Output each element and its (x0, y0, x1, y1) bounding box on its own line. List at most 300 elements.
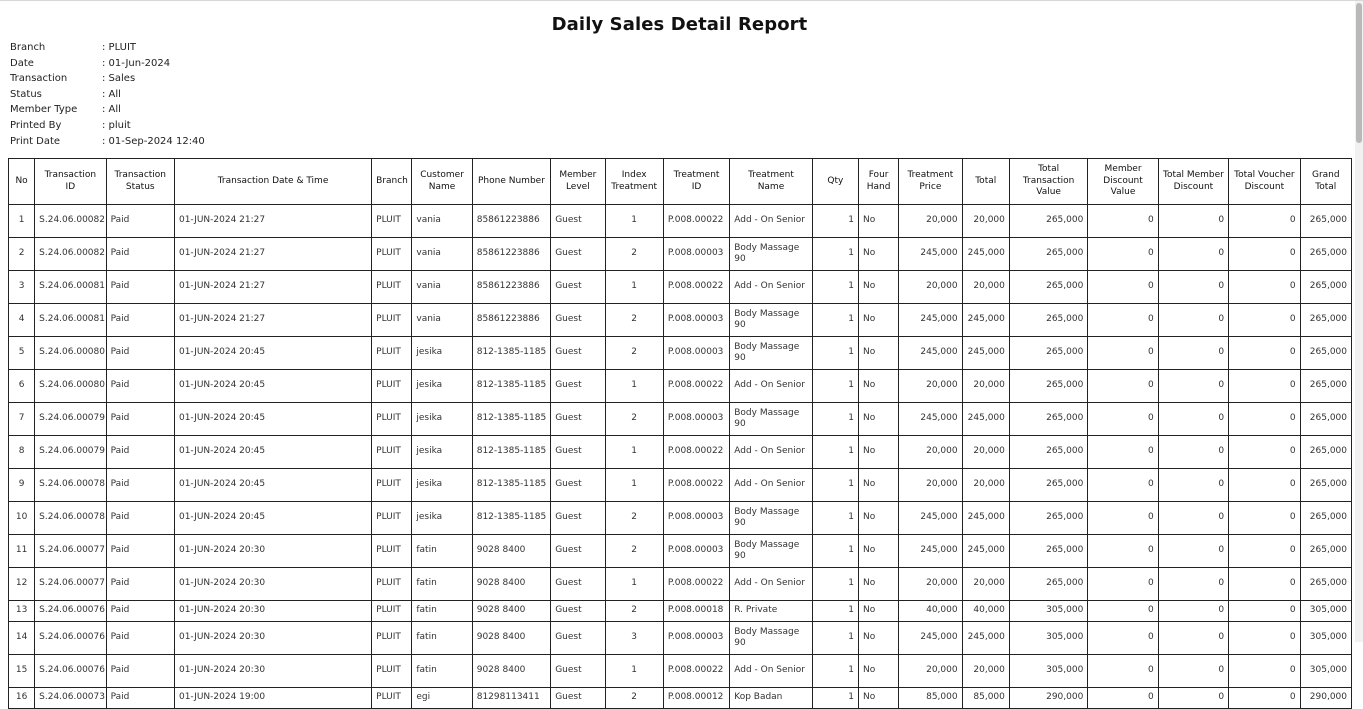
col-transaction-datetime-cell: 01-JUN-2024 20:45 (174, 370, 371, 403)
col-total-voucher-discount-cell: 0 (1229, 655, 1300, 688)
col-transaction-id-cell: S.24.06.00080 (35, 337, 106, 370)
col-transaction-datetime-cell: 01-JUN-2024 21:27 (174, 271, 371, 304)
col-member-discount-value-cell: 0 (1088, 304, 1158, 337)
header-total-transaction-value: Total Transaction Value (1009, 159, 1087, 205)
col-treatment-price-cell: 245,000 (899, 535, 962, 568)
header-transaction-status: Transaction Status (106, 159, 174, 205)
col-treatment-price-cell: 245,000 (899, 502, 962, 535)
col-member-level-cell: Guest (551, 205, 605, 238)
col-customer-name-cell: jesika (412, 436, 472, 469)
table-row (9, 271, 1352, 304)
col-total-cell: 245,000 (962, 304, 1009, 337)
col-branch-cell: PLUIT (372, 655, 412, 688)
col-treatment-name-cell: Add - On Senior (730, 436, 812, 469)
col-branch-cell: PLUIT (372, 502, 412, 535)
col-treatment-id-cell: P.008.00022 (663, 271, 729, 304)
col-total-transaction-value-cell: 265,000 (1009, 436, 1087, 469)
col-four-hand-cell: No (858, 238, 898, 271)
col-branch-cell: PLUIT (372, 601, 412, 622)
col-total-transaction-value-cell: 305,000 (1009, 655, 1087, 688)
col-grand-total-cell: 265,000 (1300, 370, 1351, 403)
table-row (9, 502, 1352, 535)
col-member-discount-value-cell: 0 (1088, 535, 1158, 568)
col-grand-total-cell: 265,000 (1300, 304, 1351, 337)
col-transaction-id-cell: S.24.06.00076 (35, 622, 106, 655)
col-qty-cell: 1 (812, 601, 858, 622)
col-grand-total-cell: 305,000 (1300, 622, 1351, 655)
col-treatment-name-cell: Body Massage 90 (730, 304, 812, 337)
col-no-cell: 2 (9, 238, 35, 271)
col-qty-cell: 1 (812, 238, 858, 271)
col-no-cell: 13 (9, 601, 35, 622)
col-four-hand-cell: No (858, 469, 898, 502)
scrollbar-thumb[interactable] (1356, 3, 1362, 143)
col-total-transaction-value-cell: 265,000 (1009, 469, 1087, 502)
col-grand-total-cell: 265,000 (1300, 568, 1351, 601)
col-member-discount-value-cell: 0 (1088, 238, 1158, 271)
col-four-hand-cell: No (858, 601, 898, 622)
col-treatment-name-cell: Add - On Senior (730, 568, 812, 601)
col-qty-cell: 1 (812, 535, 858, 568)
sales-detail-table (8, 158, 1352, 709)
col-transaction-id-cell: S.24.06.00082 (35, 238, 106, 271)
col-four-hand-cell: No (858, 502, 898, 535)
col-total-voucher-discount-cell: 0 (1229, 622, 1300, 655)
col-total-cell: 20,000 (962, 469, 1009, 502)
col-member-level-cell: Guest (551, 436, 605, 469)
col-qty-cell: 1 (812, 304, 858, 337)
header-customer-name: Customer Name (412, 159, 472, 205)
col-transaction-datetime-cell: 01-JUN-2024 20:45 (174, 502, 371, 535)
col-branch-cell: PLUIT (372, 622, 412, 655)
col-total-member-discount-cell: 0 (1158, 271, 1228, 304)
col-total-cell: 85,000 (962, 688, 1009, 709)
col-total-cell: 20,000 (962, 370, 1009, 403)
table-row (9, 688, 1352, 709)
col-treatment-name-cell: Body Massage 90 (730, 502, 812, 535)
col-total-transaction-value-cell: 265,000 (1009, 370, 1087, 403)
col-total-voucher-discount-cell: 0 (1229, 337, 1300, 370)
table-row (9, 337, 1352, 370)
header-treatment-price: Treatment Price (899, 159, 962, 205)
header-member-discount-value: Member Discount Value (1088, 159, 1158, 205)
col-total-transaction-value-cell: 265,000 (1009, 205, 1087, 238)
col-transaction-datetime-cell: 01-JUN-2024 21:27 (174, 304, 371, 337)
col-qty-cell: 1 (812, 568, 858, 601)
col-member-discount-value-cell: 0 (1088, 403, 1158, 436)
col-treatment-id-cell: P.008.00003 (663, 502, 729, 535)
col-transaction-id-cell: S.24.06.00078 (35, 502, 106, 535)
col-phone-number-cell: 812-1385-1185 (472, 403, 550, 436)
col-transaction-status-cell: Paid (106, 403, 174, 436)
header-phone-number: Phone Number (472, 159, 550, 205)
report-title: Daily Sales Detail Report (551, 14, 808, 35)
col-total-voucher-discount-cell: 0 (1229, 688, 1300, 709)
col-total-member-discount-cell: 0 (1158, 238, 1228, 271)
col-customer-name-cell: fatin (412, 601, 472, 622)
col-total-member-discount-cell: 0 (1158, 535, 1228, 568)
col-phone-number-cell: 9028 8400 (472, 535, 550, 568)
col-phone-number-cell: 812-1385-1185 (472, 436, 550, 469)
col-total-voucher-discount-cell: 0 (1229, 370, 1300, 403)
col-treatment-id-cell: P.008.00003 (663, 304, 729, 337)
col-customer-name-cell: fatin (412, 568, 472, 601)
col-index-treatment-cell: 1 (605, 469, 663, 502)
col-transaction-status-cell: Paid (106, 205, 174, 238)
col-no-cell: 15 (9, 655, 35, 688)
col-total-member-discount-cell: 0 (1158, 205, 1228, 238)
col-index-treatment-cell: 3 (605, 622, 663, 655)
col-total-transaction-value-cell: 265,000 (1009, 403, 1087, 436)
col-no-cell: 7 (9, 403, 35, 436)
col-treatment-name-cell: Body Massage 90 (730, 535, 812, 568)
col-member-level-cell: Guest (551, 622, 605, 655)
meta-value: : All (102, 104, 121, 116)
col-member-discount-value-cell: 0 (1088, 568, 1158, 601)
col-total-member-discount-cell: 0 (1158, 403, 1228, 436)
col-branch-cell: PLUIT (372, 469, 412, 502)
meta-row-date (10, 56, 205, 72)
col-treatment-name-cell: R. Private (730, 601, 812, 622)
col-total-cell: 245,000 (962, 403, 1009, 436)
col-index-treatment-cell: 2 (605, 688, 663, 709)
col-four-hand-cell: No (858, 436, 898, 469)
col-member-discount-value-cell: 0 (1088, 370, 1158, 403)
col-transaction-status-cell: Paid (106, 370, 174, 403)
header-total: Total (962, 159, 1009, 205)
col-treatment-price-cell: 245,000 (899, 238, 962, 271)
meta-row-transaction (10, 71, 205, 87)
col-transaction-datetime-cell: 01-JUN-2024 20:30 (174, 622, 371, 655)
meta-label: Member Type (10, 104, 78, 116)
col-treatment-name-cell: Body Massage 90 (730, 403, 812, 436)
col-total-voucher-discount-cell: 0 (1229, 205, 1300, 238)
col-grand-total-cell: 265,000 (1300, 205, 1351, 238)
col-transaction-datetime-cell: 01-JUN-2024 20:30 (174, 655, 371, 688)
col-customer-name-cell: jesika (412, 469, 472, 502)
col-treatment-id-cell: P.008.00018 (663, 601, 729, 622)
col-total-voucher-discount-cell: 0 (1229, 535, 1300, 568)
header-qty: Qty (812, 159, 858, 205)
col-treatment-id-cell: P.008.00003 (663, 238, 729, 271)
col-customer-name-cell: jesika (412, 502, 472, 535)
col-treatment-price-cell: 20,000 (899, 568, 962, 601)
meta-label: Status (10, 88, 42, 100)
col-four-hand-cell: No (858, 622, 898, 655)
col-transaction-datetime-cell: 01-JUN-2024 20:30 (174, 568, 371, 601)
col-treatment-name-cell: Add - On Senior (730, 655, 812, 688)
col-total-cell: 20,000 (962, 655, 1009, 688)
col-customer-name-cell: vania (412, 238, 472, 271)
col-transaction-id-cell: S.24.06.00079 (35, 436, 106, 469)
col-member-level-cell: Guest (551, 568, 605, 601)
col-treatment-id-cell: P.008.00022 (663, 436, 729, 469)
col-total-voucher-discount-cell: 0 (1229, 403, 1300, 436)
meta-value: : All (102, 88, 121, 100)
col-grand-total-cell: 265,000 (1300, 502, 1351, 535)
col-index-treatment-cell: 2 (605, 403, 663, 436)
table-body (9, 205, 1352, 709)
col-member-discount-value-cell: 0 (1088, 337, 1158, 370)
col-transaction-id-cell: S.24.06.00073 (35, 688, 106, 709)
col-total-cell: 245,000 (962, 337, 1009, 370)
col-phone-number-cell: 85861223886 (472, 205, 550, 238)
col-qty-cell: 1 (812, 205, 858, 238)
col-branch-cell: PLUIT (372, 337, 412, 370)
col-member-discount-value-cell: 0 (1088, 205, 1158, 238)
col-no-cell: 11 (9, 535, 35, 568)
col-transaction-id-cell: S.24.06.00080 (35, 370, 106, 403)
table-row (9, 655, 1352, 688)
col-transaction-id-cell: S.24.06.00082 (35, 205, 106, 238)
table-row (9, 238, 1352, 271)
col-phone-number-cell: 85861223886 (472, 271, 550, 304)
col-treatment-price-cell: 245,000 (899, 304, 962, 337)
col-no-cell: 1 (9, 205, 35, 238)
col-treatment-id-cell: P.008.00012 (663, 688, 729, 709)
col-branch-cell: PLUIT (372, 568, 412, 601)
table-row (9, 370, 1352, 403)
col-total-transaction-value-cell: 265,000 (1009, 238, 1087, 271)
meta-label: Branch (10, 42, 46, 53)
col-no-cell: 16 (9, 688, 35, 709)
header-treatment-id: Treatment ID (663, 159, 729, 205)
col-member-discount-value-cell: 0 (1088, 655, 1158, 688)
col-total-member-discount-cell: 0 (1158, 469, 1228, 502)
col-branch-cell: PLUIT (372, 535, 412, 568)
col-transaction-id-cell: S.24.06.00077 (35, 535, 106, 568)
col-index-treatment-cell: 2 (605, 238, 663, 271)
col-four-hand-cell: No (858, 403, 898, 436)
col-index-treatment-cell: 2 (605, 535, 663, 568)
col-total-transaction-value-cell: 265,000 (1009, 304, 1087, 337)
table-row (9, 568, 1352, 601)
col-grand-total-cell: 265,000 (1300, 535, 1351, 568)
meta-row-member-type (10, 102, 205, 118)
col-total-member-discount-cell: 0 (1158, 502, 1228, 535)
col-total-cell: 20,000 (962, 568, 1009, 601)
col-transaction-status-cell: Paid (106, 502, 174, 535)
header-no: No (9, 159, 35, 205)
meta-row-status (10, 87, 205, 103)
col-total-member-discount-cell: 0 (1158, 304, 1228, 337)
col-total-member-discount-cell: 0 (1158, 436, 1228, 469)
col-treatment-price-cell: 85,000 (899, 688, 962, 709)
table-row (9, 622, 1352, 655)
col-member-level-cell: Guest (551, 502, 605, 535)
col-index-treatment-cell: 1 (605, 205, 663, 238)
col-transaction-status-cell: Paid (106, 271, 174, 304)
col-transaction-datetime-cell: 01-JUN-2024 21:27 (174, 205, 371, 238)
col-transaction-datetime-cell: 01-JUN-2024 20:30 (174, 535, 371, 568)
col-total-cell: 245,000 (962, 535, 1009, 568)
col-treatment-price-cell: 20,000 (899, 205, 962, 238)
col-transaction-id-cell: S.24.06.00081 (35, 304, 106, 337)
col-transaction-status-cell: Paid (106, 568, 174, 601)
col-transaction-datetime-cell: 01-JUN-2024 19:00 (174, 688, 371, 709)
col-total-transaction-value-cell: 290,000 (1009, 688, 1087, 709)
col-treatment-name-cell: Add - On Senior (730, 469, 812, 502)
col-no-cell: 8 (9, 436, 35, 469)
col-treatment-price-cell: 245,000 (899, 403, 962, 436)
col-treatment-id-cell: P.008.00022 (663, 655, 729, 688)
header-total-member-discount: Total Member Discount (1158, 159, 1228, 205)
col-grand-total-cell: 305,000 (1300, 601, 1351, 622)
col-qty-cell: 1 (812, 370, 858, 403)
col-treatment-id-cell: P.008.00003 (663, 337, 729, 370)
meta-value: : PLUIT (102, 42, 137, 53)
col-member-level-cell: Guest (551, 688, 605, 709)
col-total-cell: 40,000 (962, 601, 1009, 622)
col-branch-cell: PLUIT (372, 205, 412, 238)
col-transaction-datetime-cell: 01-JUN-2024 20:45 (174, 436, 371, 469)
col-total-cell: 20,000 (962, 436, 1009, 469)
meta-value: : 01-Sep-2024 12:40 (102, 135, 205, 147)
col-total-voucher-discount-cell: 0 (1229, 502, 1300, 535)
col-branch-cell: PLUIT (372, 436, 412, 469)
table-row (9, 304, 1352, 337)
col-total-transaction-value-cell: 305,000 (1009, 622, 1087, 655)
col-member-level-cell: Guest (551, 601, 605, 622)
col-four-hand-cell: No (858, 655, 898, 688)
col-four-hand-cell: No (858, 370, 898, 403)
col-total-transaction-value-cell: 305,000 (1009, 601, 1087, 622)
col-transaction-datetime-cell: 01-JUN-2024 20:45 (174, 403, 371, 436)
table-row (9, 436, 1352, 469)
col-treatment-price-cell: 40,000 (899, 601, 962, 622)
col-transaction-status-cell: Paid (106, 304, 174, 337)
meta-label: Transaction (10, 73, 68, 85)
col-treatment-id-cell: P.008.00022 (663, 370, 729, 403)
col-transaction-id-cell: S.24.06.00077 (35, 568, 106, 601)
col-member-discount-value-cell: 0 (1088, 436, 1158, 469)
col-total-voucher-discount-cell: 0 (1229, 238, 1300, 271)
table-header-row (9, 159, 1352, 205)
header-transaction-id: Transaction ID (35, 159, 106, 205)
col-qty-cell: 1 (812, 271, 858, 304)
col-index-treatment-cell: 2 (605, 502, 663, 535)
col-transaction-status-cell: Paid (106, 469, 174, 502)
col-qty-cell: 1 (812, 502, 858, 535)
col-grand-total-cell: 265,000 (1300, 403, 1351, 436)
col-total-voucher-discount-cell: 0 (1229, 271, 1300, 304)
col-treatment-name-cell: Kop Badan (730, 688, 812, 709)
col-branch-cell: PLUIT (372, 271, 412, 304)
col-transaction-id-cell: S.24.06.00076 (35, 655, 106, 688)
col-customer-name-cell: jesika (412, 370, 472, 403)
col-phone-number-cell: 812-1385-1185 (472, 370, 550, 403)
col-transaction-status-cell: Paid (106, 337, 174, 370)
header-total-voucher-discount: Total Voucher Discount (1229, 159, 1300, 205)
col-phone-number-cell: 85861223886 (472, 304, 550, 337)
col-transaction-id-cell: S.24.06.00081 (35, 271, 106, 304)
col-no-cell: 9 (9, 469, 35, 502)
col-member-discount-value-cell: 0 (1088, 601, 1158, 622)
header-treatment-name: Treatment Name (730, 159, 812, 205)
col-total-cell: 245,000 (962, 622, 1009, 655)
col-treatment-price-cell: 20,000 (899, 271, 962, 304)
col-member-discount-value-cell: 0 (1088, 622, 1158, 655)
col-no-cell: 10 (9, 502, 35, 535)
col-treatment-id-cell: P.008.00022 (663, 568, 729, 601)
col-branch-cell: PLUIT (372, 688, 412, 709)
col-total-transaction-value-cell: 265,000 (1009, 502, 1087, 535)
col-total-member-discount-cell: 0 (1158, 568, 1228, 601)
col-customer-name-cell: egi (412, 688, 472, 709)
col-total-transaction-value-cell: 265,000 (1009, 271, 1087, 304)
meta-label: Printed By (10, 119, 62, 131)
col-treatment-id-cell: P.008.00022 (663, 469, 729, 502)
col-total-member-discount-cell: 0 (1158, 337, 1228, 370)
col-qty-cell: 1 (812, 622, 858, 655)
header-grand-total: Grand Total (1300, 159, 1351, 205)
col-index-treatment-cell: 2 (605, 601, 663, 622)
col-member-level-cell: Guest (551, 370, 605, 403)
col-treatment-price-cell: 20,000 (899, 370, 962, 403)
col-member-level-cell: Guest (551, 535, 605, 568)
col-treatment-name-cell: Add - On Senior (730, 271, 812, 304)
col-total-cell: 20,000 (962, 271, 1009, 304)
meta-row-printed-by (10, 118, 205, 134)
col-total-member-discount-cell: 0 (1158, 601, 1228, 622)
col-customer-name-cell: vania (412, 271, 472, 304)
col-phone-number-cell: 85861223886 (472, 238, 550, 271)
col-grand-total-cell: 265,000 (1300, 436, 1351, 469)
col-index-treatment-cell: 1 (605, 370, 663, 403)
col-treatment-id-cell: P.008.00003 (663, 403, 729, 436)
header-member-level: Member Level (551, 159, 605, 205)
header-branch: Branch (372, 159, 412, 205)
col-member-discount-value-cell: 0 (1088, 688, 1158, 709)
col-qty-cell: 1 (812, 436, 858, 469)
table-row (9, 601, 1352, 622)
meta-value: : Sales (102, 73, 136, 85)
col-phone-number-cell: 9028 8400 (472, 655, 550, 688)
col-branch-cell: PLUIT (372, 403, 412, 436)
col-no-cell: 12 (9, 568, 35, 601)
col-phone-number-cell: 9028 8400 (472, 601, 550, 622)
col-grand-total-cell: 305,000 (1300, 655, 1351, 688)
vertical-scrollbar[interactable] (1355, 1, 1363, 642)
col-grand-total-cell: 265,000 (1300, 469, 1351, 502)
meta-value: : pluit (102, 119, 131, 131)
col-branch-cell: PLUIT (372, 238, 412, 271)
meta-label: Print Date (10, 135, 61, 147)
col-member-level-cell: Guest (551, 655, 605, 688)
col-transaction-id-cell: S.24.06.00078 (35, 469, 106, 502)
table-row (9, 469, 1352, 502)
col-transaction-status-cell: Paid (106, 688, 174, 709)
col-four-hand-cell: No (858, 205, 898, 238)
meta-value: : 01-Jun-2024 (102, 57, 171, 69)
col-total-voucher-discount-cell: 0 (1229, 601, 1300, 622)
col-branch-cell: PLUIT (372, 370, 412, 403)
col-member-level-cell: Guest (551, 238, 605, 271)
col-total-member-discount-cell: 0 (1158, 655, 1228, 688)
col-member-level-cell: Guest (551, 403, 605, 436)
table-row (9, 535, 1352, 568)
col-grand-total-cell: 265,000 (1300, 271, 1351, 304)
col-transaction-datetime-cell: 01-JUN-2024 20:45 (174, 337, 371, 370)
col-customer-name-cell: vania (412, 205, 472, 238)
header-four-hand: Four Hand (858, 159, 898, 205)
header-index-treatment: Index Treatment (605, 159, 663, 205)
col-transaction-datetime-cell: 01-JUN-2024 20:30 (174, 601, 371, 622)
col-customer-name-cell: vania (412, 304, 472, 337)
col-phone-number-cell: 812-1385-1185 (472, 337, 550, 370)
col-total-cell: 245,000 (962, 502, 1009, 535)
col-total-member-discount-cell: 0 (1158, 622, 1228, 655)
